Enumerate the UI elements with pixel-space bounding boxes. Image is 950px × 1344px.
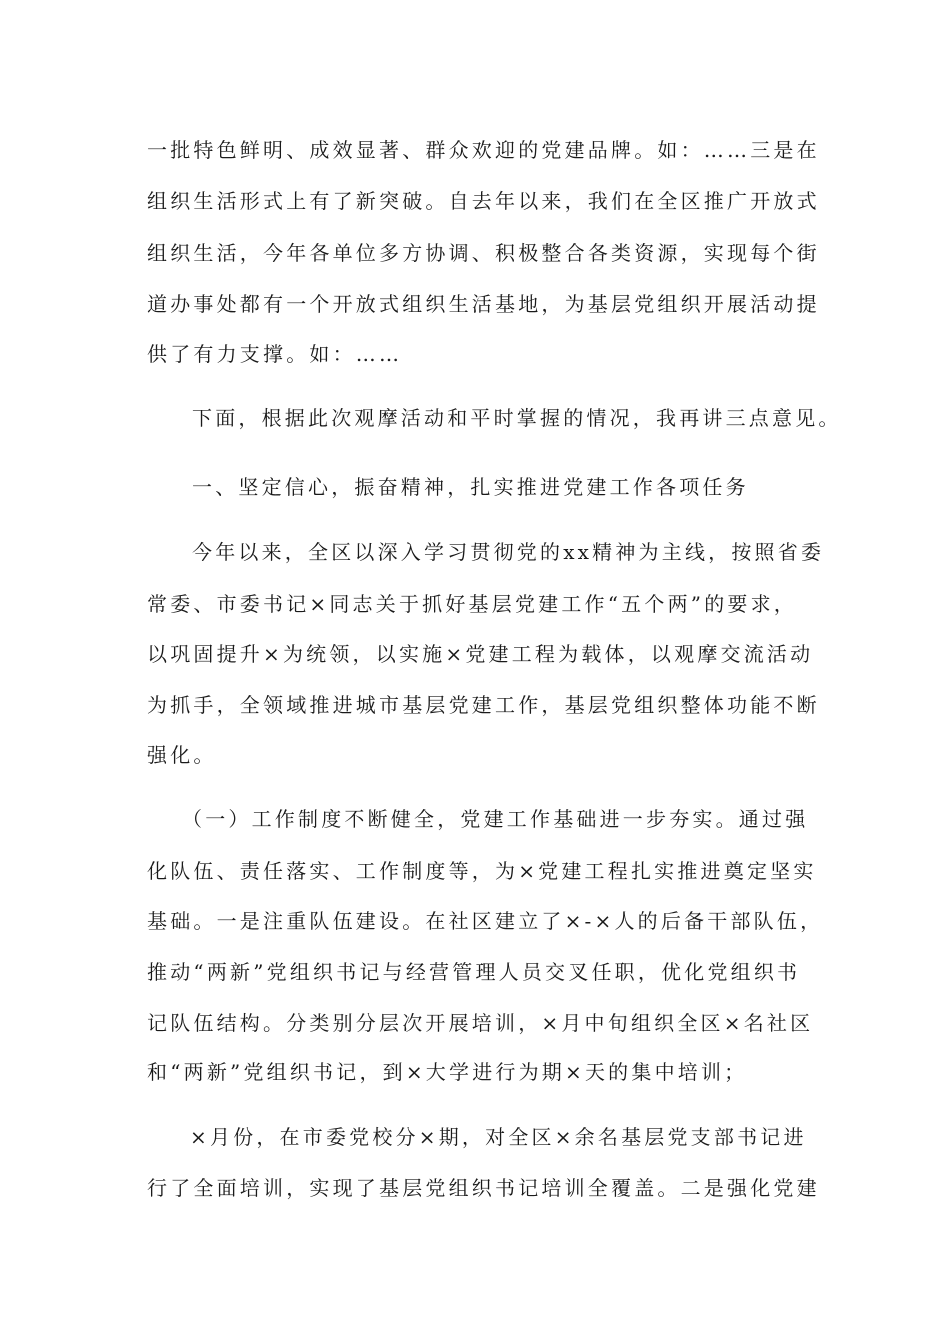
text-line: 下面，根据此次观摩活动和平时掌握的情况，我再讲三点意见。 <box>192 406 842 430</box>
text-line: 以巩固提升×为统领，以实施×党建工程为载体，以观摩交流活动 <box>147 642 814 666</box>
text-line: 化队伍、责任落实、工作制度等，为×党建工程扎实推进奠定坚实 <box>147 859 817 883</box>
text-line: 强化。 <box>147 743 217 767</box>
text-line: 行了全面培训，实现了基层党组织书记培训全覆盖。二是强化党建 <box>147 1176 820 1200</box>
text-line: 基础。一是注重队伍建设。在社区建立了×-×人的后备干部队伍， <box>147 909 824 933</box>
text-line: 供了有力支撑。如：…… <box>147 342 403 366</box>
text-line: 为抓手，全领域推进城市基层党建工作，基层党组织整体功能不断 <box>147 693 820 717</box>
text-line: 常委、市委书记×同志关于抓好基层党建工作“五个两”的要求， <box>147 592 798 616</box>
text-line: 一批特色鲜明、成效显著、群众欢迎的党建品牌。如：……三是在 <box>147 138 820 162</box>
text-line: 今年以来，全区以深入学习贯彻党的xx精神为主线，按照省委 <box>192 540 825 564</box>
text-line: 和“两新”党组织书记，到×大学进行为期×天的集中培训； <box>147 1060 748 1084</box>
text-line: ×月份，在市委党校分×期，对全区×余名基层党支部书记进 <box>190 1125 807 1149</box>
text-line: 推动“两新”党组织书记与经营管理人员交叉任职，优化党组织书 <box>147 960 801 984</box>
subsection-line: （一）工作制度不断健全，党建工作基础进一步夯实。通过强 <box>182 807 809 831</box>
text-line: 道办事处都有一个开放式组织生活基地，为基层党组织开展活动提 <box>147 292 820 316</box>
text-line: 组织生活形式上有了新突破。自去年以来，我们在全区推广开放式 <box>147 189 820 213</box>
section-heading: 一、坚定信心，振奋精神，扎实推进党建工作各项任务 <box>192 475 749 499</box>
text-line: 记队伍结构。分类别分层次开展培训，×月中旬组织全区×名社区 <box>147 1011 814 1035</box>
text-line: 组织生活，今年各单位多方协调、积极整合各类资源，实现每个街 <box>147 241 820 265</box>
